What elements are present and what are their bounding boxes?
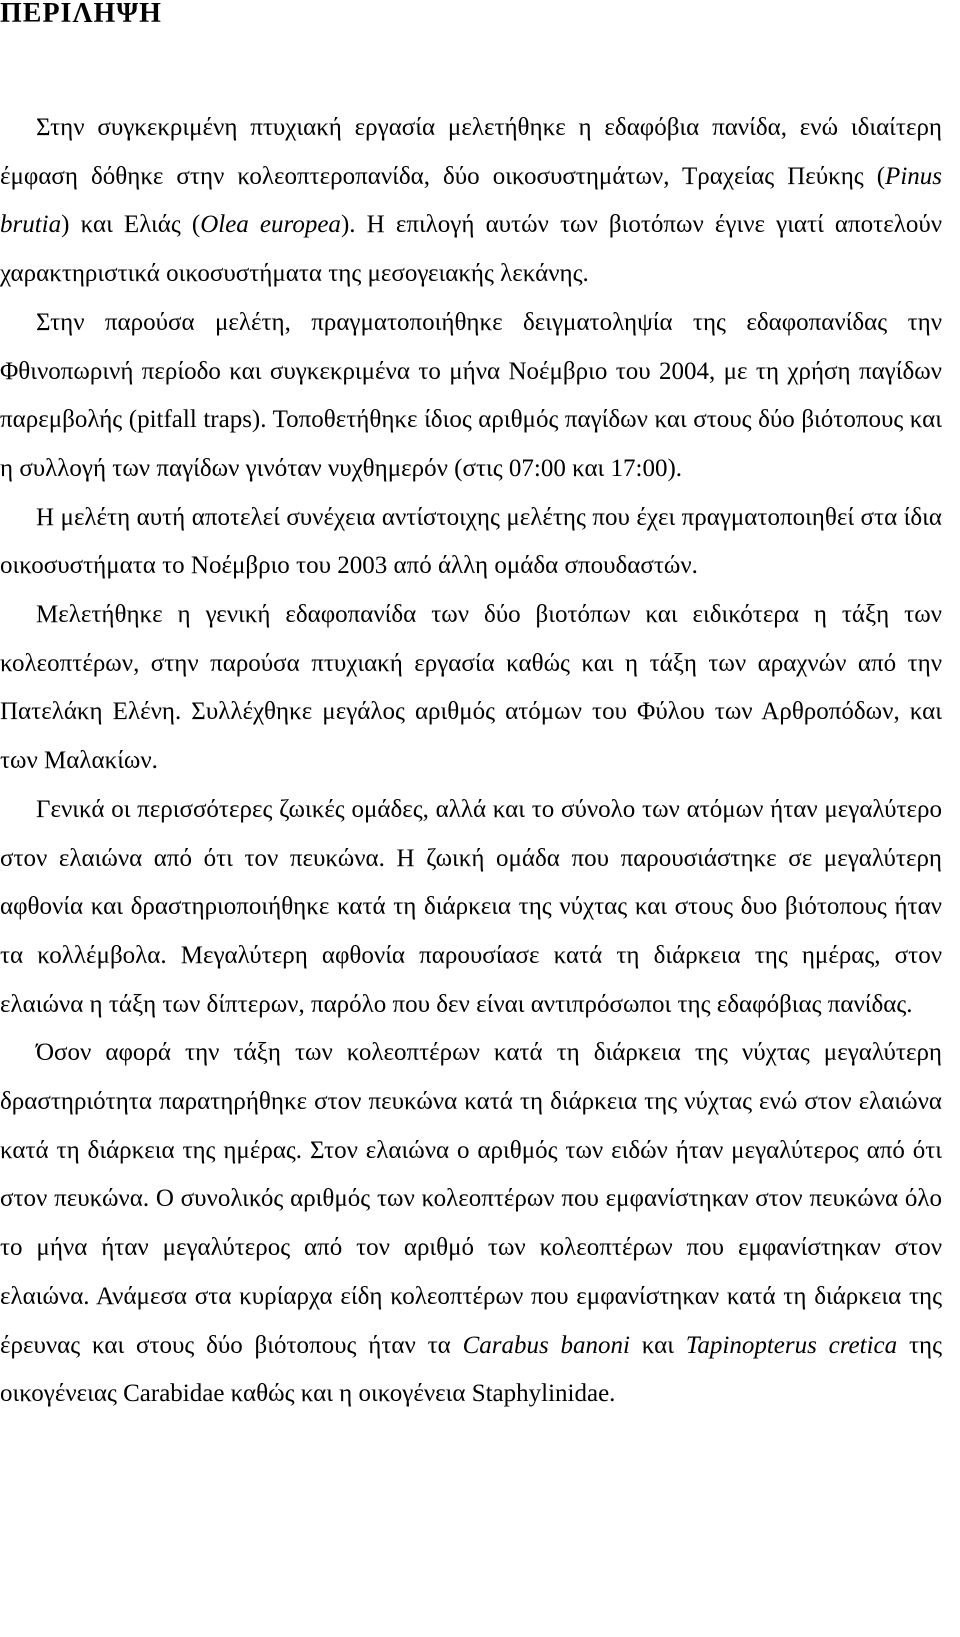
- paragraph-text: και: [629, 1331, 686, 1359]
- abstract-body: [0, 104, 942, 1419]
- paragraph-text: ) και Ελιάς (: [61, 211, 201, 239]
- paragraph-2: [0, 299, 942, 494]
- paragraph-1: [0, 104, 942, 299]
- species-name: Pinus brutia: [0, 162, 942, 239]
- paragraph-text: της οικογένειας Carabidae καθώς και η οικογένεια Staphylinidae.: [0, 1331, 942, 1408]
- paragraph-5: [0, 786, 942, 1030]
- paragraph-text: Γενικά οι περισσότερες ζωικές ομάδες, αλλά και το σύνολο των ατόμων ήταν μεγαλύτερο στον ελαιώνα από ότι τον πευκώνα. Η ζωική ομάδα που παρουσιάστηκε σε μεγαλύτερη αφθονία και δραστηριοποιήθηκε κατά τη διάρκεια της νύχτας και στους δυο βιότοπους ήταν τα κολλέμβολα. Μεγαλύτερη αφθονία παρουσίασε κατά τη διάρκεια της ημέρας, στον ελαιώνα η τάξη των δίπτερων, παρόλο που δεν είναι αντιπρόσωποι της εδαφόβιας πανίδας.: [0, 795, 942, 1018]
- paragraph-text: Όσον αφορά την τάξη των κολεοπτέρων κατά τη διάρκεια της νύχτας μεγαλύτερη δραστηριότητα παρατηρήθηκε στον πευκώνα κατά τη διάρκεια της νύχτας ενώ στον ελαιώνα κατά τη διάρκεια της ημέρας. Στον ελαιώνα ο αριθμός των ειδών ήταν μεγαλύτερος από ότι στον πευκώνα. Ο συνολικός αριθμός των κολεοπτέρων που εμφανίστηκαν στον πευκώνα όλο το μήνα ήταν μεγαλύτερος από τον αριθμό των κολεοπτέρων που εμφανίστηκαν στον ελαιώνα. Ανάμεσα στα κυρίαρχα είδη κολεοπτέρων που εμφανίστηκαν κατά τη διάρκεια της έρευνας και στους δύο βιότοπους ήταν τα: [0, 1039, 942, 1359]
- paragraph-text: Στην συγκεκριμένη πτυχιακή εργασία μελετήθηκε η εδαφόβια πανίδα, ενώ ιδιαίτερη έμφαση δόθηκε στην κολεοπτεροπανίδα, δύο οικοσυστημάτων, Τραχείας Πεύκης (: [0, 114, 942, 190]
- paragraph-text: Η μελέτη αυτή αποτελεί συνέχεια αντίστοιχης μελέτης που έχει πραγματοποιηθεί στα ίδια οικοσυστήματα το Νοέμβριο του 2003 από άλλη ομάδα σπουδαστών.: [0, 503, 942, 580]
- paragraph-3: [0, 494, 942, 591]
- paragraph-text: Μελετήθηκε η γενική εδαφοπανίδα των δύο βιοτόπων και ειδικότερα η τάξη των κολεοπτέρων, στην παρούσα πτυχιακή εργασία καθώς και η τάξη των αραχνών από την Πατελάκη Ελένη. Συλλέχθηκε μεγάλος αριθμός ατόμων του Φύλου των Αρθροπόδων, και των Μαλακίων.: [0, 601, 942, 775]
- species-name: Olea europea: [200, 211, 341, 239]
- species-name: Tapinopterus cretica: [685, 1331, 898, 1359]
- species-name: Carabus banoni: [462, 1331, 630, 1359]
- paragraph-4: [0, 591, 942, 786]
- paragraph-text: ). Η επιλογή αυτών των βιοτόπων έγινε γιατί αποτελούν χαρακτηριστικά οικοσυστήματα της μεσογειακής λεκάνης.: [0, 211, 942, 288]
- paragraph-6: [0, 1029, 942, 1419]
- page-title: ΠΕΡΙΛΗΨΗ: [0, 0, 162, 29]
- paragraph-text: Στην παρούσα μελέτη, πραγματοποιήθηκε δειγματοληψία της εδαφοπανίδας την Φθινοπωρινή περίοδο και συγκεκριμένα το μήνα Νοέμβριο του 2004, με τη χρήση παγίδων παρεμβολής (pitfall traps). Τοποθετήθηκε ίδιος αριθμός παγίδων και στους δύο βιότοπους και η συλλογή των παγίδων γινόταν νυχθημερόν (στις 07:00 και 17:00).: [0, 308, 942, 482]
